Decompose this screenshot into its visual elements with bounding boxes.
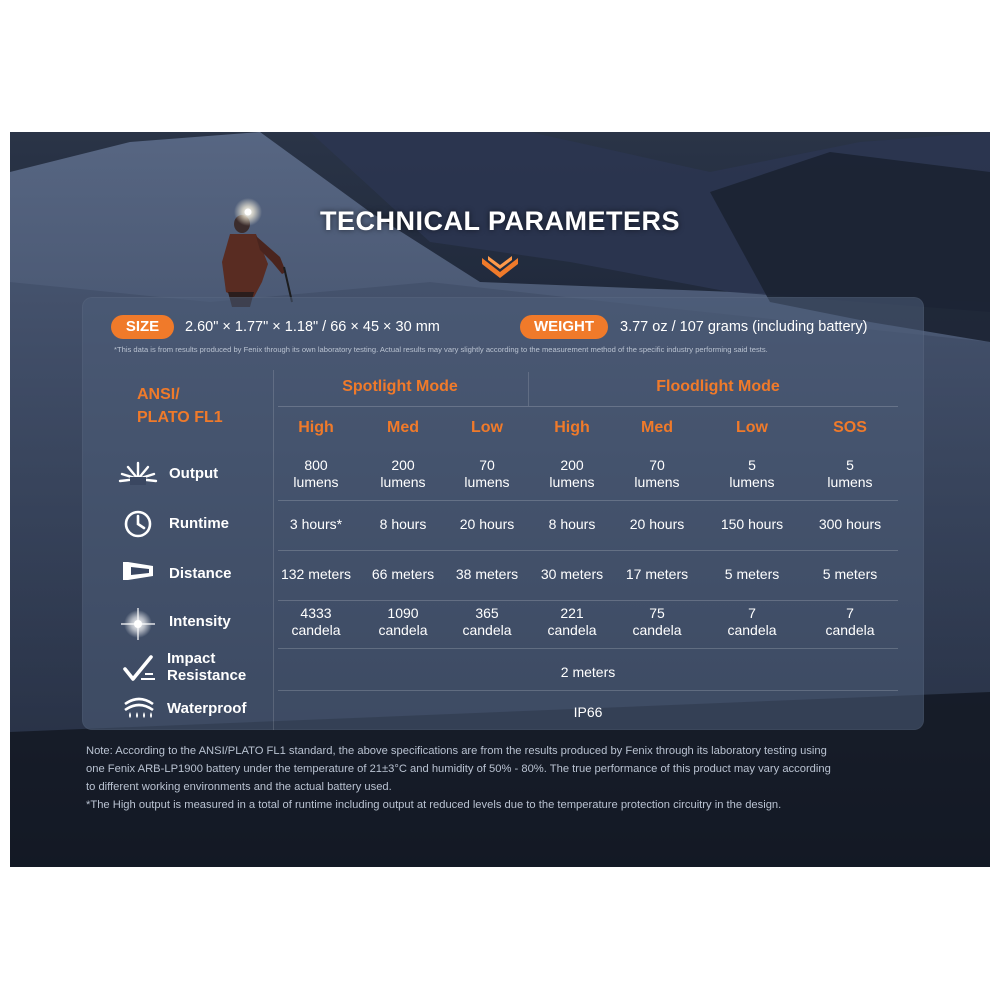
table-cell-line: 75 <box>649 605 665 621</box>
weight-badge: WEIGHT <box>520 315 608 339</box>
table-cell <box>274 516 358 533</box>
table-cell <box>445 566 529 583</box>
waterproof-value: IP66 <box>573 704 603 720</box>
table-cell <box>361 566 445 583</box>
table-cell-line: candela <box>727 622 777 638</box>
impact-check-icon <box>121 653 157 688</box>
row-label-waterproof: Waterproof <box>167 700 247 717</box>
standard-line-1: ANSI/ <box>137 386 180 403</box>
table-cell-line: 1090 <box>387 605 419 621</box>
table-cell-line: lumens <box>827 474 873 490</box>
mode-header-high: High <box>554 419 590 436</box>
table-cell-line: 8 hours <box>379 515 427 532</box>
table-cell <box>445 516 529 533</box>
table-cell-line: 20 hours <box>629 515 685 532</box>
row-label-impact-resistance <box>167 650 246 684</box>
table-cell-line: 3 hours* <box>289 515 343 532</box>
table-cell <box>361 605 445 639</box>
table-cell-line: 38 meters <box>455 565 519 582</box>
table-cell <box>808 457 892 491</box>
table-cell-line: 20 hours <box>459 515 515 532</box>
table-cell-line: lumens <box>293 474 339 490</box>
row-label-intensity: Intensity <box>169 613 231 630</box>
table-cell <box>274 566 358 583</box>
page-title: TECHNICAL PARAMETERS <box>319 206 680 236</box>
table-cell <box>808 516 892 533</box>
table-cell-line: 70 <box>649 457 665 473</box>
table-cell <box>710 457 794 491</box>
table-cell <box>361 457 445 491</box>
table-cell-line: lumens <box>729 474 775 490</box>
table-cell <box>274 457 358 491</box>
sunburst-icon <box>118 459 158 490</box>
chevron-down-icon <box>480 254 520 280</box>
table-cell-line: 7 <box>846 605 854 621</box>
size-badge: SIZE <box>111 315 174 339</box>
table-cell-line: candela <box>825 622 875 638</box>
beam-icon <box>121 559 155 588</box>
table-cell-line: 4333 <box>300 605 332 621</box>
table-cell-line: 5 meters <box>822 565 878 582</box>
table-cell-line: 8 hours <box>548 515 596 532</box>
spotlight-mode-header: Spotlight Mode <box>342 378 458 395</box>
footnote-line: *The High output is measured in a total of runtime including output at reduced levels due to the temperature protection circuitry in the design. <box>86 799 782 811</box>
table-cell <box>530 516 614 533</box>
impact-label-line: Resistance <box>167 667 247 684</box>
table-cell-line: 300 hours <box>818 515 882 532</box>
table-cell-line: candela <box>291 622 341 638</box>
table-cell <box>274 605 358 639</box>
table-cell <box>445 457 529 491</box>
standard-line-2: PLATO FL1 <box>137 409 223 426</box>
lab-testing-disclaimer: *This data is from results produced by Fenix through its own laboratory testing. Actual results may vary slightly according to the measurement method of the specific industry performing said tests. <box>114 345 768 354</box>
table-cell-line: 200 <box>560 457 584 473</box>
size-value: 2.60" × 1.77" × 1.18" / 66 × 45 × 30 mm <box>185 319 440 335</box>
table-cell-line: candela <box>547 622 597 638</box>
table-cell <box>710 566 794 583</box>
mode-header-low: Low <box>471 419 503 436</box>
table-cell-line: lumens <box>634 474 680 490</box>
footnote <box>86 742 936 814</box>
table-cell <box>445 605 529 639</box>
row-label-distance: Distance <box>169 565 232 582</box>
table-cell-line: 7 <box>748 605 756 621</box>
table-cell-line: 66 meters <box>371 565 435 582</box>
table-cell <box>710 516 794 533</box>
table-cell <box>808 566 892 583</box>
table-cell-line: candela <box>378 622 428 638</box>
mode-header-low: Low <box>736 419 768 436</box>
table-cell <box>615 605 699 639</box>
impact-label-line: Impact <box>167 650 216 667</box>
table-cell-line: lumens <box>549 474 595 490</box>
table-cell-line: 365 <box>475 605 499 621</box>
table-cell <box>615 516 699 533</box>
table-cell-line: candela <box>462 622 512 638</box>
table-cell-line: lumens <box>380 474 426 490</box>
table-cell <box>710 605 794 639</box>
table-cell <box>530 457 614 491</box>
table-cell <box>530 566 614 583</box>
table-cell-line: 30 meters <box>540 565 604 582</box>
table-cell-line: 800 <box>304 457 328 473</box>
table-cell-line: 70 <box>479 457 495 473</box>
table-cell-line: 132 meters <box>280 565 352 582</box>
mode-header-med: Med <box>641 419 673 436</box>
table-cell-line: 200 <box>391 457 415 473</box>
weight-value: 3.77 oz / 107 grams (including battery) <box>620 319 868 335</box>
footnote-line: Note: According to the ANSI/PLATO FL1 standard, the above specifications are from the results produced by Fenix through its laboratory testing using <box>86 745 827 757</box>
standard-label <box>137 383 223 429</box>
table-cell <box>361 516 445 533</box>
table-cell-line: lumens <box>464 474 510 490</box>
table-cell-line: 5 <box>846 457 854 473</box>
table-cell-line: 150 hours <box>720 515 784 532</box>
product-spec-banner <box>10 132 990 867</box>
floodlight-mode-header: Floodlight Mode <box>656 378 780 395</box>
water-drops-icon <box>121 694 157 727</box>
impact-resistance-value: 2 meters <box>560 664 616 680</box>
mode-header-med: Med <box>387 419 419 436</box>
table-cell <box>530 605 614 639</box>
table-cell <box>615 566 699 583</box>
table-cell-line: 5 <box>748 457 756 473</box>
table-cell <box>615 457 699 491</box>
mode-header-high: High <box>298 419 334 436</box>
light-source-icon <box>119 607 157 646</box>
row-label-output: Output <box>169 465 219 482</box>
table-cell <box>808 605 892 639</box>
row-label-runtime: Runtime <box>169 515 229 532</box>
footnote-line: one Fenix ARB-LP1900 battery under the temperature of 21±3°C and humidity of 50% - 80%. The true performance of this product may vary according <box>86 763 831 775</box>
mode-header-sos: SOS <box>833 419 867 436</box>
clock-icon <box>123 509 153 544</box>
table-cell-line: 17 meters <box>625 565 689 582</box>
table-cell-line: 221 <box>560 605 584 621</box>
footnote-line: to different working environments and the actual battery used. <box>86 781 392 793</box>
table-cell-line: candela <box>632 622 682 638</box>
table-cell-line: 5 meters <box>724 565 780 582</box>
